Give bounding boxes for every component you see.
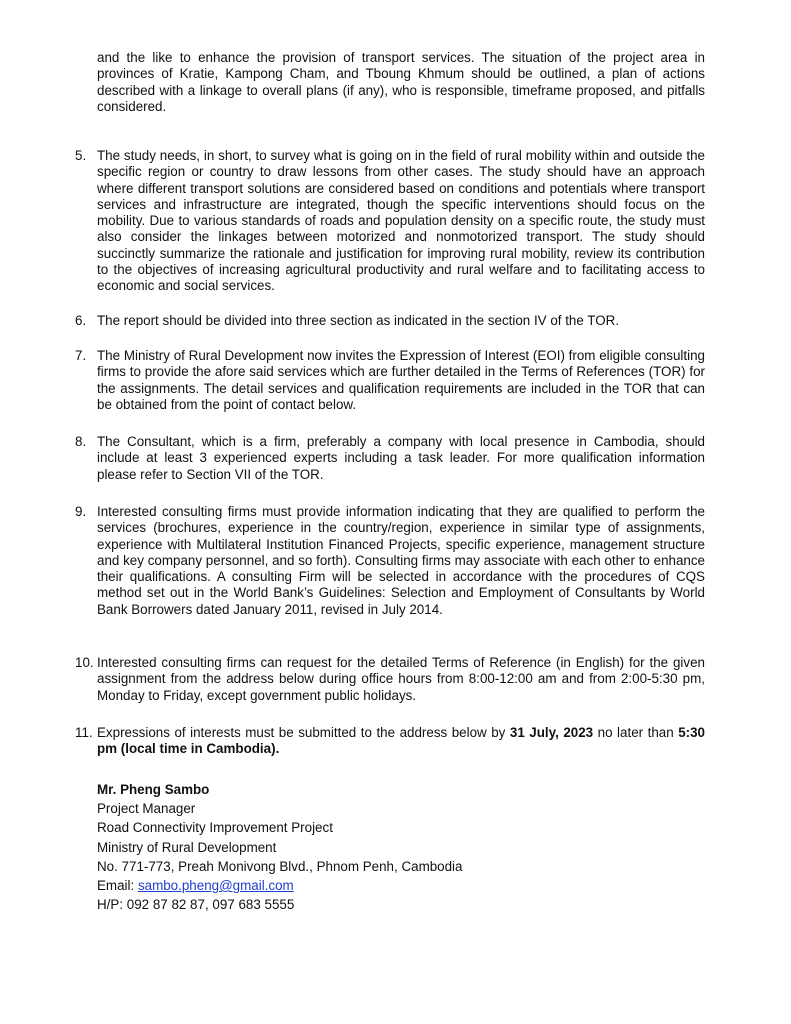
contact-block [97, 780, 547, 914]
item-number: 10. [75, 655, 94, 670]
item-number: 6. [75, 313, 87, 328]
item-text: The Consultant, which is a firm, preferably a company with local presence in Cambodia, should include at least 3 experienced experts including a task leader. For more qualification information please refer to Section VII of the TOR. [97, 434, 705, 482]
item-number: 11. [75, 725, 93, 740]
item-number: 8. [75, 434, 87, 449]
contact-name: Mr. Pheng Sambo [97, 782, 210, 797]
email-label: Email: [97, 878, 138, 894]
deadline-text-b: no later than [593, 725, 679, 740]
list-item-10 [75, 655, 705, 704]
list-item-6 [75, 313, 705, 329]
contact-project: Road Connectivity Improvement Project [97, 820, 333, 836]
deadline-time: 5:30 pm (local time in Cambodia). [97, 725, 705, 757]
item-text: Interested consulting firms can request for the detailed Terms of Reference (in English) for the given assignment from the address below during office hours from 8:00-12:00 am and from 2:00-5:30 pm, Monday to Friday, except government public holidays. [97, 655, 705, 703]
list-item-8 [75, 434, 705, 483]
item-text: The report should be divided into three section as indicated in the section IV of the TOR. [97, 313, 620, 328]
list-item-5 [75, 148, 705, 295]
item-number: 5. [75, 148, 87, 163]
contact-phone: H/P: 092 87 82 87, 097 683 5555 [97, 897, 295, 913]
list-item-9 [75, 504, 705, 618]
contact-title: Project Manager [97, 801, 196, 817]
item-text: The study needs, in short, to survey what is going on in the field of rural mobility within and outside the specific region or country to draw lessons from other cases. The study should have an approach where different transport solutions are considered based on conditions and potentials where transport services and infrastructure are integrated, though the specific interventions should focus on the mobility. Due to various standards of roads and population density on a specific route, the study must also consider the linkages between motorized and nonmotorized transport. The study should succinctly summarize the rationale and justification for improving rural mobility, review its contribution to the objectives of increasing agricultural productivity and rural welfare and to facilitating access to economic and social services. [97, 148, 705, 294]
email-link[interactable]: sambo.pheng@gmail.com [137, 878, 294, 894]
deadline-text-a: Expressions of interests must be submitted to the address below by [97, 725, 510, 740]
item-text [97, 725, 705, 758]
list-item-7 [75, 348, 705, 413]
deadline-date: 31 July, 2023 [509, 725, 594, 740]
item-number: 9. [75, 504, 87, 519]
intro-paragraph: and the like to enhance the provision of transport services. The situation of the project area in provinces of Kratie, Kampong Cham, and Tboung Khmum should be outlined, a plan of actions described with a linkage to overall plans (if any), who is responsible, timeframe proposed, and pitfalls considered. [97, 50, 705, 114]
contact-ministry: Ministry of Rural Development [97, 839, 277, 855]
list-item-11 [75, 725, 705, 758]
item-text: Interested consulting firms must provide information indicating that they are qualified to perform the services (brochures, experience in the country/region, experience in similar type of assignments, experience with Multilateral Institution Financed Projects, specific experience, management structure and key company personnel, and so forth). Consulting firms may associate with each other to enhance their qualifications. A consulting Firm will be selected in accordance with the procedures of CQS method set out in the World Bank’s Guidelines: Selection and Employment of Consultants by World Bank Borrowers dated January 2011, revised in July 2014. [97, 504, 705, 617]
contact-address: No. 771-773, Preah Monivong Blvd., Phnom Penh, Cambodia [97, 858, 463, 874]
item-text: The Ministry of Rural Development now invites the Expression of Interest (EOI) from eligible consulting firms to provide the afore said services which are further detailed in the Terms of References (TOR) for the assignments. The detail services and qualification requirements are included in the TOR that can be obtained from the point of contact below. [97, 348, 705, 412]
item-number: 7. [75, 348, 87, 363]
contact-email-line [97, 876, 547, 895]
